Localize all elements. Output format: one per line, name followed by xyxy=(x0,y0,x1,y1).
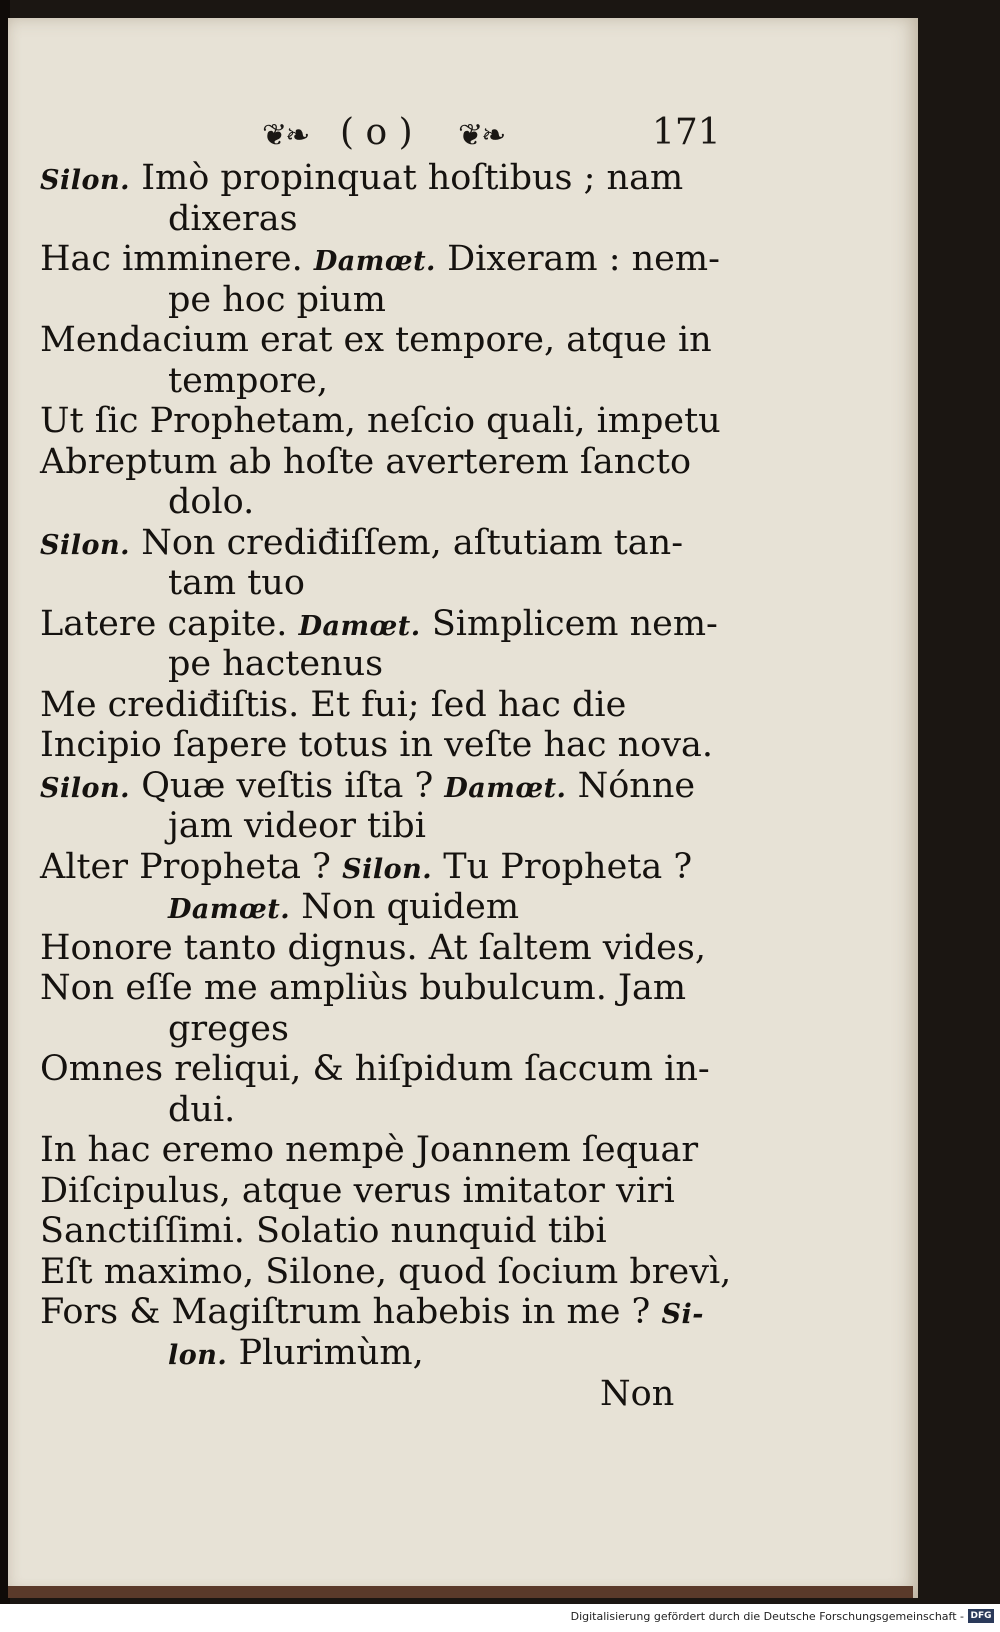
line-text: Latere capite. xyxy=(40,603,288,644)
verse-line xyxy=(40,239,740,280)
line-text: tempore, xyxy=(168,360,329,401)
page-bottom-edge xyxy=(8,1586,913,1598)
verse-line xyxy=(40,1171,740,1212)
verse-line xyxy=(40,563,740,604)
line-text: In hac eremo nempè Joannem ſequar xyxy=(40,1130,699,1170)
speaker-label: Silon. xyxy=(342,853,433,885)
verse-line xyxy=(40,361,740,402)
ornament-left-icon: ❦❧ xyxy=(262,118,309,153)
verse-line xyxy=(40,1252,740,1293)
catchword: Non xyxy=(600,1374,675,1414)
speaker-label: Silon. xyxy=(40,772,131,804)
line-text: Omnes reliqui, & hiſpidum ſaccum in- xyxy=(40,1049,710,1089)
speaker-label: Damœt. xyxy=(313,246,436,277)
speaker-label: Si- xyxy=(661,1299,704,1330)
line-text: pe hactenus xyxy=(168,644,384,684)
verse-line xyxy=(40,766,740,807)
verse-line xyxy=(40,199,740,240)
ornament-right-icon: ❦❧ xyxy=(458,118,505,153)
speaker-label: Damœt. xyxy=(298,610,421,642)
verse-line xyxy=(40,1211,740,1252)
verse-line xyxy=(40,1292,740,1333)
line-text: Sanctiſſimi. Solatio nunquid tibi xyxy=(40,1211,607,1251)
line-text: dui. xyxy=(168,1089,236,1130)
verse-line xyxy=(40,523,740,564)
line-text: Dixeram : nem- xyxy=(447,239,720,279)
page-header xyxy=(262,112,722,162)
dfg-logo: DFG xyxy=(968,1609,994,1623)
verse-line xyxy=(40,442,740,483)
line-text: Honore tanto dignus. At ſaltem vides, xyxy=(40,927,706,968)
line-text: Non eſſe me ampliùs bubulcum. Jam xyxy=(40,968,687,1008)
verse-line xyxy=(40,401,740,442)
speaker-label: Silon. xyxy=(40,165,131,196)
verse-line xyxy=(40,280,740,321)
line-text: Alter Propheta ? xyxy=(40,846,331,887)
page-number: 171 xyxy=(652,112,721,153)
verse-line xyxy=(40,1009,740,1050)
line-text: Incipio ſapere totus in veſte hac nova. xyxy=(40,725,714,765)
verse-line xyxy=(40,482,740,523)
line-text: Simplicem nem- xyxy=(431,603,718,644)
verse-line xyxy=(40,644,740,685)
line-text: Non crediđiſſem, aſtutiam tan- xyxy=(141,522,684,563)
verse-line xyxy=(40,1090,740,1131)
line-text: Me crediđiſtis. Et fui; ſed hac die xyxy=(40,684,627,725)
verse-text-block xyxy=(40,158,740,1373)
line-text: dixeras xyxy=(168,198,298,239)
verse-line xyxy=(40,847,740,888)
line-text: Imò propinquat hoſtibus ; nam xyxy=(141,158,684,198)
verse-line xyxy=(40,928,740,969)
verse-line xyxy=(40,806,740,847)
line-text: tam tuo xyxy=(168,563,305,603)
verse-line xyxy=(40,1130,740,1171)
line-text: Eſt maximo, Silone, quod ſocium brevì, xyxy=(40,1251,732,1292)
verse-line xyxy=(40,1333,740,1374)
line-text: Nónne xyxy=(577,765,696,806)
speaker-label: Silon. xyxy=(40,529,131,561)
footer-credit: Digitalisierung gefördert durch die Deutsche Forschungsgemeinschaft - xyxy=(570,1610,964,1623)
verse-line xyxy=(40,320,740,361)
verse-line xyxy=(40,604,740,645)
line-text: Non quidem xyxy=(301,887,520,927)
speaker-label: lon. xyxy=(168,1339,228,1371)
line-text: Ut ſic Prophetam, neſcio quali, impetu xyxy=(40,401,721,441)
line-text: pe hoc pium xyxy=(168,279,386,320)
verse-line xyxy=(40,1049,740,1090)
speaker-label: Damœt. xyxy=(168,894,291,925)
speaker-label: Damœt. xyxy=(444,772,567,804)
line-text: Abreptum ab hoſte averterem ſancto xyxy=(40,441,692,482)
line-text: Plurimùm, xyxy=(238,1332,424,1373)
line-text: Mendacium erat ex tempore, atque in xyxy=(40,320,712,360)
verse-line xyxy=(40,968,740,1009)
line-text: Tu Propheta ? xyxy=(443,846,693,887)
line-text: dolo. xyxy=(168,482,255,522)
digitization-footer xyxy=(0,1604,1000,1632)
line-text: jam videor tibi xyxy=(168,806,426,846)
line-text: Hac imminere. xyxy=(40,239,303,279)
verse-line xyxy=(40,158,740,199)
verse-line xyxy=(40,887,740,928)
line-text: greges xyxy=(168,1008,289,1049)
line-text: Quæ veſtis iſta ? xyxy=(141,765,434,806)
line-text: Fors & Magiſtrum habebis in me ? xyxy=(40,1292,651,1332)
page-marker: ( o ) xyxy=(340,112,413,153)
line-text: Diſcipulus, atque verus imitator viri xyxy=(40,1170,675,1211)
verse-line xyxy=(40,725,740,766)
verse-line xyxy=(40,685,740,726)
